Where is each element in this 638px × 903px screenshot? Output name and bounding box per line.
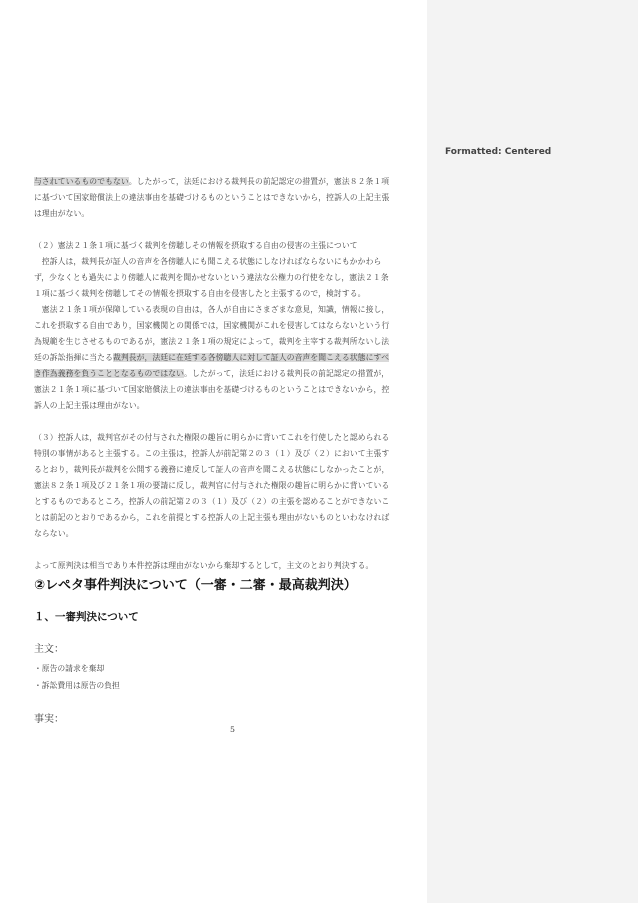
paragraph-2: （２）憲法２１条１項に基づく裁判を傍聴しその情報を摂取する自由の侵害の主張について bbox=[34, 241, 358, 250]
paragraph-1: 与されているものでもない。したがって，法廷における裁判長の前記認定の措置が，憲法８２条１項に基づいて国家賠償法上の違法事由を基礎づけるものということはできないから，控訴人の上記主張は理由がない。 bbox=[34, 177, 390, 218]
main-text-item: ・原告の請求を棄却 bbox=[34, 664, 105, 673]
highlighted-text: 与されているものでもない bbox=[34, 177, 129, 186]
judgment-text-block bbox=[34, 174, 394, 574]
paragraph-5: （３）控訴人は，裁判官がその付与された権限の趣旨に明らかに背いてこれを行使したと認められる特別の事情があると主張する。この主張は，控訴人が前記第２の３（１）及び（２）において主張するとおり，裁判長が裁判を公開する義務に違反して証人の音声を聞こえる状態にしなかったことが，憲法８２条１項及び２１条１項の要請に反し，裁判官に付与された権限の趣旨に明らかに背いているとするものであるところ，控訴人の前記第２の３（１）及び（２）の主張を認めることができないことは前記のとおりであるから，これを前提とする控訴人の上記主張も理由がないものといわなければならない。 bbox=[34, 433, 390, 538]
comment-pane bbox=[427, 0, 638, 903]
highlighted-text: 裁判長が，法廷に在廷する各傍聴人に対して証人の音声を聞こえる状態にすべき作為義務を負うこととなるものではない bbox=[34, 353, 390, 378]
sub-heading: １、一審判決について bbox=[34, 611, 139, 623]
main-text-label: 主文： bbox=[34, 644, 64, 655]
paragraph-3: 控訴人は，裁判長が証人の音声を各傍聴人にも聞こえる状態にしなければならないにもかかわらず，少なくとも過失により傍聴人に裁判を聞かせないという違法な公権力の行使をなし，憲法２１条１項に基づく裁判を傍聴してその情報を摂取する自由を侵害したと主張するので，検討する。 bbox=[34, 257, 389, 298]
facts-label: 事実： bbox=[34, 714, 64, 725]
main-text-item: ・訴訟費用は原告の負担 bbox=[34, 681, 120, 690]
section-heading: ②レペタ事件判決について（一審・二審・最高裁判決） bbox=[34, 578, 357, 593]
page-number: 5 bbox=[230, 725, 235, 734]
paragraph-4: 憲法２１条１項が保障している表現の自由は，各人が自由にさまざまな意見，知識，情報に接し，これを摂取する自由であり，国家機関との関係では，国家機関がこれを侵害してはならないという行為規範を生じさせるものであるが，憲法２１条１項の規定によって，裁判を主宰する裁判所ないし法廷の訴訟指揮に当たる裁判長が，法廷に在廷する各傍聴人に対して証人の音声を聞こえる状態にすべき作為義務を負うこととなるものではない。したがって，法廷における裁判長の前記認定の措置が，憲法２１条１項に基づいて国家賠償法上の違法事由を基礎づけるものということはできないから，控訴人の上記主張は理由がない。 bbox=[34, 305, 390, 410]
paragraph-6: よって原判決は相当であり本件控訴は理由がないから棄却するとして，主文のとおり判決する。 bbox=[34, 561, 374, 570]
comment-label: Formatted: Centered bbox=[445, 147, 552, 157]
